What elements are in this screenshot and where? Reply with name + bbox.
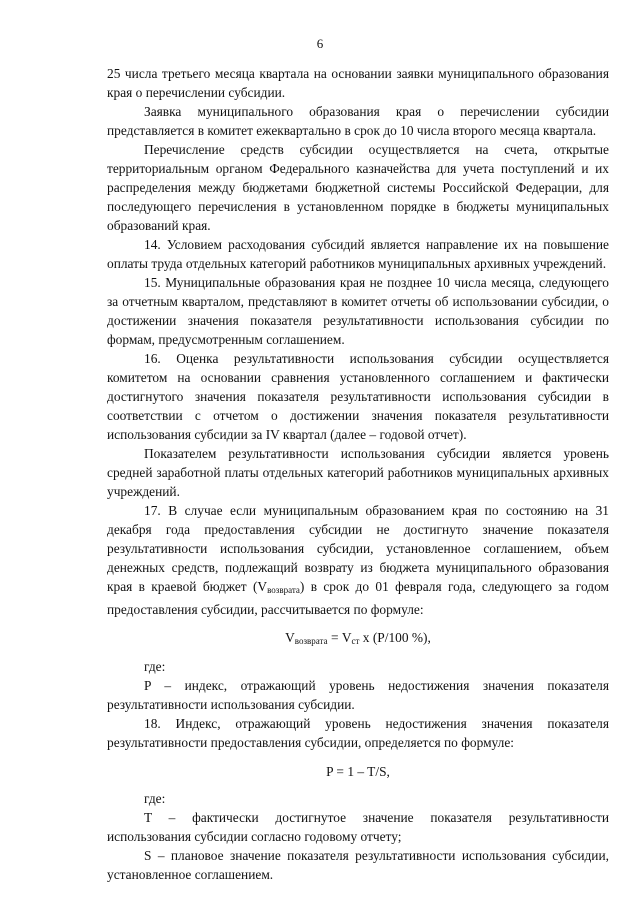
paragraph-17-subscript: возврата: [267, 585, 300, 595]
where-label: где:: [144, 791, 166, 806]
paragraph-17-text-b: ) в срок до 01 февраля года, следующего за годом предоставления субсидии, рассчитывается по формуле:: [107, 579, 610, 617]
formula-refund: [107, 628, 609, 651]
paragraph: Перечисление средств субсидии осуществляется на счета, открытые территориальным органом Федерального казначейства для учета поступлений и их распределения между бюджетами бюджетной системы Российской Федерации, для последующего перечисления в установленном порядке в бюджеты муниципальных образований края.: [107, 142, 609, 233]
formula-refund-lhs-sub: возврата: [294, 636, 328, 646]
page-number: 6: [316, 36, 324, 51]
paragraph: P – индекс, отражающий уровень недостижения значения показателя результативности использования субсидии.: [107, 678, 609, 712]
formula-refund-rhs-sub: ст: [351, 636, 360, 646]
formula-refund-lhs: V: [285, 630, 295, 645]
paragraph-16: 16. Оценка результативности использования субсидии осуществляется комитетом на основании сравнения установленного соглашением и фактически достигнутого значения показателя результативности использования субсидии в соответствии с отчетом о достижении значения показателя результативности использования субсидии за IV квартал (далее – годовой отчет).: [107, 351, 609, 442]
paragraph-15: 15. Муниципальные образования края не позднее 10 числа месяца, следующего за отчетным кварталом, представляют в комитет отчеты об использовании субсидии, о достижении значения показателя результативности использования субсидии по формам, предусмотренным соглашением.: [107, 275, 609, 347]
where-label: где:: [144, 659, 166, 674]
paragraph: Заявка муниципального образования края о перечислении субсидии представляется в комитет ежеквартально в срок до 10 числа второго месяца квартала.: [107, 104, 609, 138]
formula-refund-eq: = V: [327, 630, 352, 645]
paragraph: S – плановое значение показателя результативности использования субсидии, установленное соглашением.: [107, 848, 609, 882]
paragraph-17: [107, 501, 609, 619]
paragraph-17-text-a: 17. В случае если муниципальным образованием края по состоянию на 31 декабря года предоставления субсидии не достигнуто значение показателя результативности использования субсидии, установленное соглашением, объем денежных средств, подлежащий возврату из бюджета муниципального образования края в краевой бюджет (V: [107, 503, 609, 594]
paragraph: T – фактически достигнутое значение показателя результативности использования субсидии согласно годовому отчету;: [107, 810, 609, 844]
paragraph-14: 14. Условием расходования субсидий является направление их на повышение оплаты труда отдельных категорий работников муниципальных архивных учреждений.: [107, 237, 609, 271]
formula-refund-rest: x (P/100 %),: [359, 630, 431, 645]
paragraph: Показателем результативности использования субсидии является уровень средней заработной платы отдельных категорий работников муниципальных архивных учреждений.: [107, 446, 609, 499]
document-body: [107, 64, 609, 884]
paragraph: 25 числа третьего месяца квартала на основании заявки муниципального образования края о перечислении субсидии.: [107, 66, 609, 100]
paragraph-18: 18. Индекс, отражающий уровень недостижения значения показателя результативности предоставления субсидии, определяется по формуле:: [107, 716, 609, 750]
formula-index: P = 1 – T/S,: [326, 764, 390, 779]
